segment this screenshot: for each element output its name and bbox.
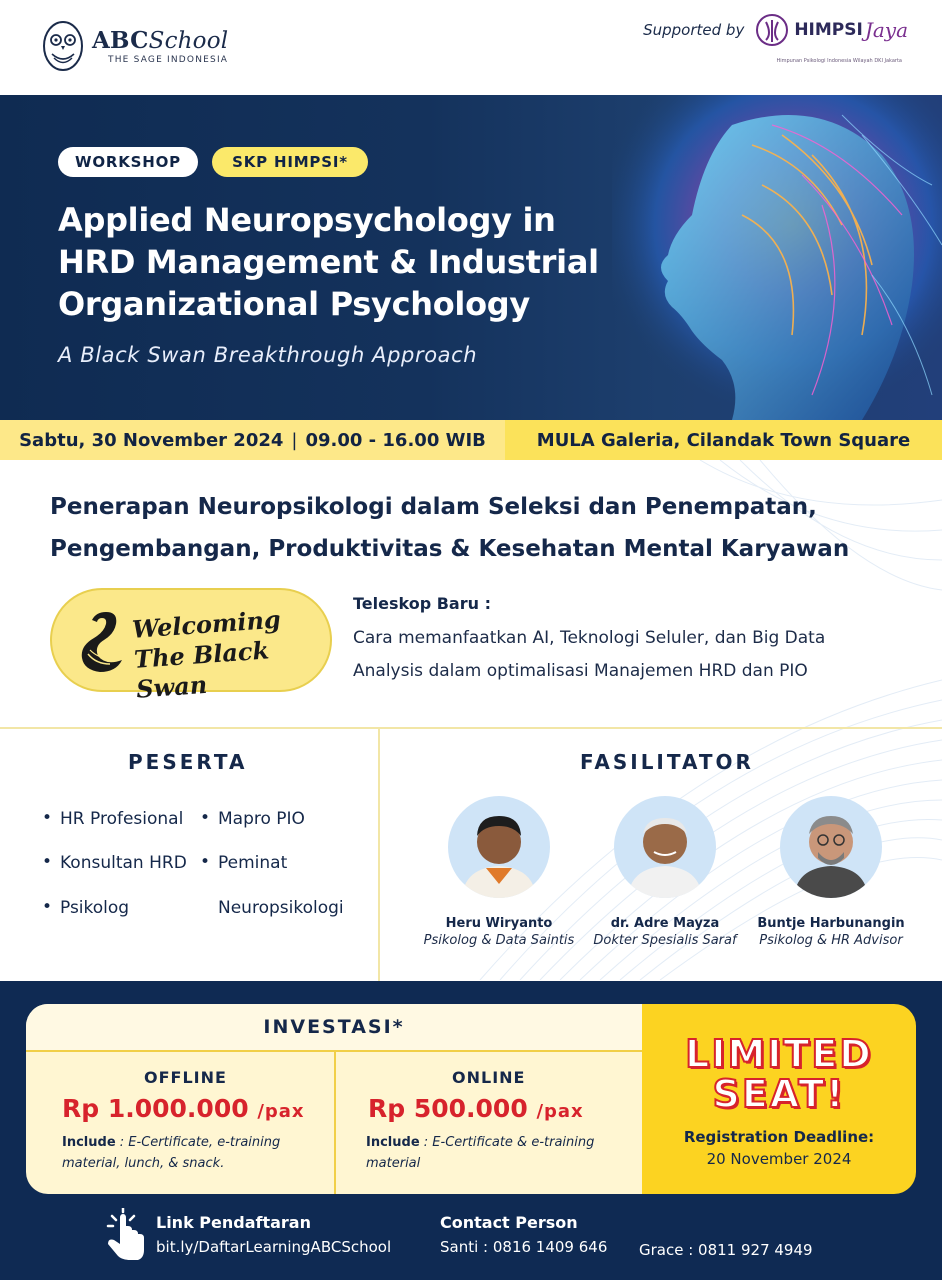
facilitator-name: dr. Adre Mayza <box>610 916 720 931</box>
brand-tagline: THE SAGE INDONESIA <box>108 55 229 65</box>
avatar <box>448 796 550 898</box>
peserta-item: • HR Profesional <box>60 809 183 829</box>
event-title-line: HRD Management & Industrial <box>58 243 599 281</box>
investasi-card <box>26 1004 642 1194</box>
schedule-strip <box>0 420 942 460</box>
facilitator-card <box>736 796 926 948</box>
event-title <box>58 199 618 325</box>
event-date: Sabtu, 30 November 2024 <box>19 429 284 451</box>
peserta-item: • Psikolog <box>60 898 129 918</box>
price-divider <box>334 1052 336 1194</box>
fasilitator-title: FASILITATOR <box>580 750 754 774</box>
brand-name: ABCSchool <box>92 27 229 54</box>
contact-grace-wrap <box>639 1235 813 1259</box>
limited-seat-panel <box>642 1004 916 1194</box>
avatar <box>780 796 882 898</box>
swan-icon <box>76 606 128 678</box>
peserta-item: Neuropsikologi <box>218 898 344 918</box>
headline-line: Pengembangan, Produktivitas & Kesehatan Mental Karyawan <box>50 536 850 562</box>
deadline-date: 20 November 2024 <box>706 1150 852 1168</box>
registration-link[interactable] <box>156 1213 391 1256</box>
contact-grace: Grace : 0811 927 4949 <box>639 1241 813 1259</box>
event-time: 09.00 - 16.00 WIB <box>305 429 486 451</box>
skp-himpsi-tag: SKP HIMPSI* <box>212 147 368 177</box>
investasi-title: INVESTASI* <box>26 1004 642 1052</box>
event-venue: MULA Galeria, Cilandak Town Square <box>505 420 942 460</box>
partner-script: Jaya <box>864 18 908 42</box>
peserta-item: • Peminat <box>218 853 287 873</box>
header-bar <box>0 0 942 95</box>
facilitator-role: Dokter Spesialis Saraf <box>593 933 737 948</box>
offline-include: Include : E-Certificate, e-training material, lunch, & snack. <box>62 1135 281 1171</box>
partner-name: HIMPSI <box>794 20 863 40</box>
peserta-item: • Mapro PIO <box>218 809 305 829</box>
avatar <box>614 796 716 898</box>
partner-tagline: Himpunan Psikologi Indonesia Wilayah DKI Jakarta <box>776 58 902 64</box>
headline-line: Penerapan Neuropsikologi dalam Seleksi dan Penempatan, <box>50 494 817 520</box>
tap-hand-icon <box>100 1208 148 1260</box>
support-label: Supported by <box>643 21 745 39</box>
facilitator-name: Heru Wiryanto <box>445 916 553 931</box>
telescope-line: Analysis dalam optimalisasi Manajemen HRD dan PIO <box>353 661 808 681</box>
link-title: Link Pendaftaran <box>156 1213 311 1232</box>
facilitator-role: Psikolog & HR Advisor <box>759 933 903 948</box>
badge-line: The Black Swan <box>133 635 271 704</box>
workshop-headline <box>50 486 910 570</box>
link-url[interactable]: bit.ly/DaftarLearningABCSchool <box>156 1238 392 1256</box>
event-subtitle: A Black Swan Breakthrough Approach <box>58 343 478 367</box>
neural-head-illustration <box>612 95 942 420</box>
deadline-label: Registration Deadline: <box>683 1128 875 1146</box>
badge-text <box>131 601 333 704</box>
limited-line: LIMITED <box>685 1032 873 1076</box>
date-time <box>0 420 505 460</box>
himpsi-logo-icon <box>754 12 790 48</box>
owl-logo-icon <box>42 20 84 72</box>
facilitator-name: Buntje Harbunangin <box>757 916 905 931</box>
facilitator-card <box>570 796 760 948</box>
workshop-tag: WORKSHOP <box>58 147 198 177</box>
column-divider <box>378 729 380 981</box>
date-separator: | <box>291 429 298 451</box>
online-label: ONLINE <box>452 1068 526 1087</box>
hero-banner <box>0 95 942 420</box>
black-swan-badge <box>50 588 332 704</box>
contact-person <box>440 1213 607 1256</box>
telescope-description <box>353 622 913 688</box>
abc-school-logo <box>42 20 228 72</box>
telescope-line: Cara memanfaatkan AI, Teknologi Seluler, dan Big Data <box>353 628 826 648</box>
facilitator-card <box>404 796 594 948</box>
peserta-title: PESERTA <box>128 750 248 774</box>
offline-label: OFFLINE <box>144 1068 227 1087</box>
peserta-item: • Konsultan HRD <box>60 853 187 873</box>
offline-price: Rp 1.000.000 /pax <box>62 1094 305 1123</box>
event-title-line: Organizational Psychology <box>58 285 530 323</box>
supported-by <box>643 12 908 64</box>
online-price: Rp 500.000 /pax <box>368 1094 584 1123</box>
section-divider <box>0 727 942 729</box>
facilitator-role: Psikolog & Data Saintis <box>423 933 575 948</box>
badge-line: Welcoming <box>131 604 282 644</box>
contact-title: Contact Person <box>440 1213 578 1232</box>
online-include: Include : E-Certificate & e-training material <box>366 1135 595 1171</box>
limited-line: SEAT! <box>712 1072 846 1116</box>
contact-santi: Santi : 0816 1409 646 <box>440 1238 608 1256</box>
telescope-title: Teleskop Baru : <box>353 594 491 613</box>
event-title-line: Applied Neuropsychology in <box>58 201 556 239</box>
